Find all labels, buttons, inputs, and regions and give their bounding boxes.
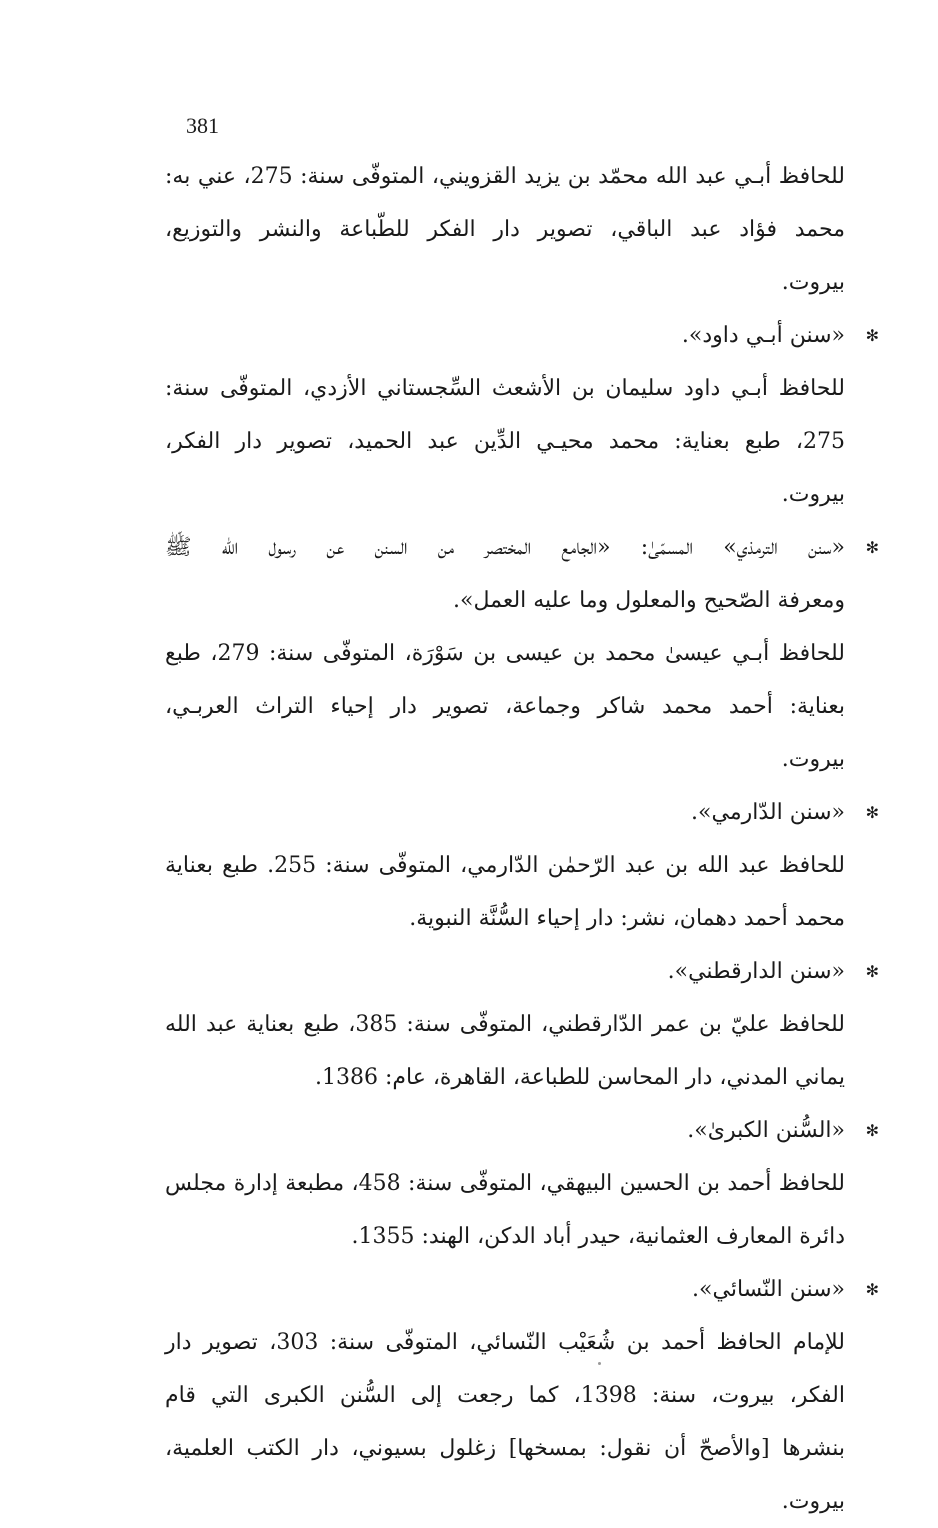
entry-body-line	[165, 1210, 845, 1263]
line-text: بيروت.	[781, 482, 845, 507]
entry-body-line	[165, 1051, 845, 1104]
asterisk-bullet-icon: ✻	[865, 962, 879, 981]
entry-body-line	[165, 892, 845, 945]
line-text: «سنن الدارقطني».	[667, 959, 845, 984]
asterisk-bullet-icon: ✻	[865, 1280, 879, 1299]
entry-body-line	[165, 1475, 845, 1528]
line-text: ومعرفة الصّحيح والمعلول وما عليه العمل».	[453, 588, 845, 613]
entry-body-line	[165, 362, 845, 415]
line-text: للحافظ عبد الله بن عبد الرّحمٰن الدّارمي، المتوفّى سنة: 255. طبع بعناية	[165, 853, 845, 878]
line-text: «سنن الدّارمي».	[691, 800, 845, 825]
entry-body-line	[165, 733, 845, 786]
line-text: 275، طبع بعناية: محمد محيـي الدِّين عبد الحميد، تصوير دار الفكر،	[165, 429, 845, 454]
line-text: يماني المدني، دار المحاسن للطباعة، القاهرة، عام: 1386.	[314, 1065, 845, 1090]
entry-title-line	[165, 521, 879, 574]
bibliography-content	[165, 150, 879, 1528]
asterisk-bullet-icon: ✻	[865, 538, 879, 557]
line-text: بعناية: أحمد محمد شاكر وجماعة، تصوير دار إحياء التراث العربـي،	[165, 694, 845, 719]
entry-body-line	[165, 468, 845, 521]
entry-body-line	[165, 256, 845, 309]
entry-title-line	[165, 786, 879, 839]
entry-body-line	[165, 998, 845, 1051]
asterisk-bullet-icon: ✻	[865, 1121, 879, 1140]
line-text: «سنن الترمذي» المسمّىٰ: «الجامع المختصر من السنن عن رسول الله ﷺ	[165, 535, 845, 560]
line-text: للحافظ أبـي داود سليمان بن الأشعث السِّجستاني الأزدي، المتوفّى سنة:	[165, 376, 845, 401]
entry-body-line	[165, 1157, 845, 1210]
entry-body-line	[165, 680, 845, 733]
line-text: للحافظ عليّ بن عمر الدّارقطني، المتوفّى سنة: 385، طبع بعناية عبد الله	[165, 1012, 845, 1037]
entry-body-line	[165, 150, 845, 203]
line-text: للحافظ أبـي عبد الله محمّد بن يزيد القزويني، المتوفّى سنة: 275، عني به:	[165, 164, 845, 189]
scan-speck	[598, 1362, 601, 1365]
line-text: بيروت.	[781, 1489, 845, 1514]
line-text: محمد أحمد دهمان، نشر: دار إحياء السُّنَّة النبوية.	[409, 906, 845, 931]
line-text: بنشرها [والأصحّ أن نقول: بمسخها] زغلول بسيوني، دار الكتب العلمية،	[165, 1436, 845, 1461]
line-text: الفكر، بيروت، سنة: 1398، كما رجعت إلى السُّنن الكبرى التي قام	[165, 1383, 845, 1408]
line-text: للحافظ أبـي عيسىٰ محمد بن عيسى بن سَوْرَة، المتوفّى سنة: 279، طبع	[165, 641, 845, 666]
entry-title-line	[165, 945, 879, 998]
entry-body-line	[165, 574, 845, 627]
entry-body-line	[165, 1316, 845, 1369]
line-text: للإمام الحافظ أحمد بن شُعَيْب النّسائي، المتوفّى سنة: 303، تصوير دار	[165, 1330, 845, 1355]
line-text: دائرة المعارف العثمانية، حيدر أباد الدكن، الهند: 1355.	[351, 1224, 845, 1249]
line-text: «سنن أبـي داود».	[681, 323, 845, 348]
line-text: بيروت.	[781, 270, 845, 295]
line-text: «السُّنن الكبرىٰ».	[687, 1118, 845, 1143]
entry-body-line	[165, 839, 845, 892]
entry-body-line	[165, 1369, 845, 1422]
entry-body-line	[165, 1422, 845, 1475]
page-number: 381	[186, 113, 219, 138]
asterisk-bullet-icon: ✻	[865, 803, 879, 822]
asterisk-bullet-icon: ✻	[865, 326, 879, 345]
entry-body-line	[165, 415, 845, 468]
entry-title-line	[165, 1104, 879, 1157]
entry-body-line	[165, 627, 845, 680]
line-text: «سنن النّسائي».	[692, 1277, 845, 1302]
line-text: بيروت.	[781, 747, 845, 772]
entry-body-line	[165, 203, 845, 256]
line-text: محمد فؤاد عبد الباقي، تصوير دار الفكر للطّباعة والنشر والتوزيع،	[165, 217, 845, 242]
entry-title-line	[165, 1263, 879, 1316]
line-text: للحافظ أحمد بن الحسين البيهقي، المتوفّى سنة: 458، مطبعة إدارة مجلس	[165, 1171, 845, 1196]
entry-title-line	[165, 309, 879, 362]
